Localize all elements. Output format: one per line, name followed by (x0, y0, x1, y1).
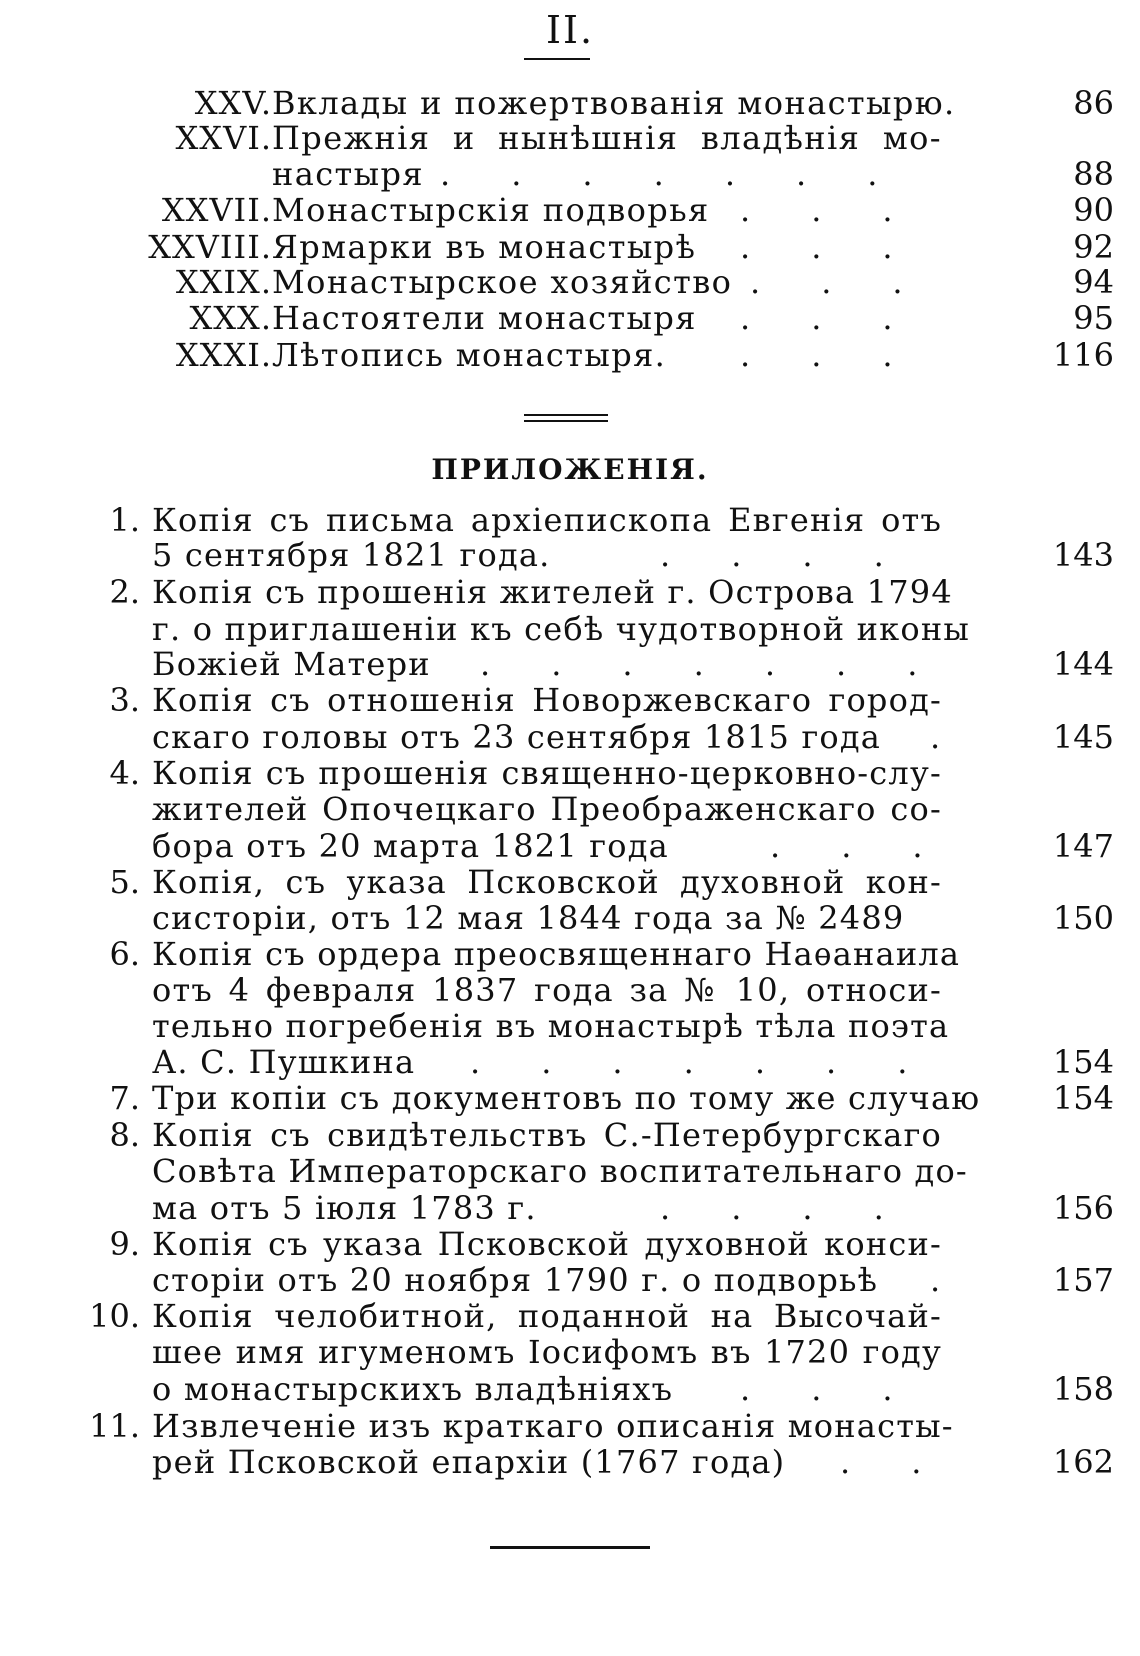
appendix-title: ма отъ 5 іюля 1783 г. (152, 1189, 537, 1227)
appendix-title: Совѣта Императорскаго воспитательнаго до- (152, 1152, 968, 1190)
appendix-number: 9. (109, 1225, 140, 1263)
appendix-title: скаго головы отъ 23 сентября 1815 года (152, 718, 882, 756)
chapter-title: Монастырскія подворья (272, 191, 710, 229)
page-reference: 154 (1052, 1079, 1114, 1117)
chapter-title: Ярмарки въ монастырѣ (272, 228, 697, 266)
leader-dots: . . (840, 1443, 922, 1481)
appendix-number: 10. (89, 1297, 140, 1335)
toc-entry (0, 864, 1140, 901)
toc-entry-continuation (0, 537, 1140, 574)
toc-entry-continuation (0, 611, 1140, 648)
leader-dots: . . . (740, 299, 893, 337)
leader-dots: . (930, 718, 941, 756)
page-number-underline (524, 58, 590, 60)
appendix-title: Копія съ письма архіепископа Евгенія отъ (152, 501, 942, 539)
appendix-title: Копія челобитной, поданной на Высочай- (152, 1297, 942, 1335)
chapter-numeral: XXX. (189, 299, 272, 337)
toc-entry (0, 1226, 1140, 1263)
toc-entry-continuation (0, 1044, 1140, 1081)
chapter-numeral: XXIX. (175, 263, 272, 301)
leader-dots: . . . (740, 336, 893, 374)
chapter-title: Лѣтопись монастыря. (272, 336, 667, 374)
page-reference: 154 (1052, 1043, 1114, 1081)
toc-entry-continuation (0, 1444, 1140, 1481)
appendix-number: 5. (109, 863, 140, 901)
toc-entry (0, 936, 1140, 973)
toc-entry (0, 682, 1140, 719)
leader-dots: . (930, 1261, 941, 1299)
toc-entry (0, 192, 1140, 229)
chapter-title: Прежнія и нынѣшнія владѣнія мо- (272, 119, 942, 157)
page-reference: 158 (1052, 1370, 1114, 1408)
appendix-number: 7. (109, 1079, 140, 1117)
page-reference: 150 (1052, 899, 1114, 937)
appendix-number: 6. (109, 935, 140, 973)
page-reference: 144 (1052, 645, 1114, 683)
toc-entry-continuation (0, 1190, 1140, 1227)
chapter-title: настыря (272, 155, 424, 193)
toc-entry (0, 229, 1140, 266)
appendix-title: отъ 4 февраля 1837 года за № 10, относи- (152, 971, 942, 1009)
leader-dots: . . . . . . . (440, 155, 878, 193)
appendix-title: Копія, съ указа Псковской духовной кон- (152, 863, 942, 901)
toc-entry (0, 1408, 1140, 1445)
toc-entry (0, 337, 1140, 374)
page-reference: 95 (1073, 299, 1114, 337)
toc-entry (0, 1080, 1140, 1117)
toc-entry-continuation (0, 791, 1140, 828)
toc-entry (0, 85, 1140, 122)
toc-entry (0, 502, 1140, 539)
leader-dots: . . . . . . . (470, 1043, 908, 1081)
page-reference: 116 (1052, 336, 1114, 374)
page-reference: 92 (1073, 228, 1114, 266)
leader-dots: . . . (770, 827, 923, 865)
leader-dots: . . . (740, 228, 893, 266)
appendix-title: г. о приглашеніи къ себѣ чудотворной иконы (152, 610, 971, 648)
appendix-title: А. С. Пушкина (152, 1043, 416, 1081)
chapter-numeral: XXVIII. (148, 228, 272, 266)
toc-entry-continuation (0, 1371, 1140, 1408)
appendix-title: систоріи, отъ 12 мая 1844 года за № 2489 (152, 899, 905, 937)
chapter-numeral: XXXI. (175, 336, 272, 374)
appendix-title: бора отъ 20 марта 1821 года (152, 827, 669, 865)
leader-dots: . . . (750, 263, 903, 301)
page-number: II. (545, 8, 595, 52)
appendix-heading: ПРИЛОЖЕНІЯ. (431, 453, 709, 486)
toc-entry-continuation (0, 972, 1140, 1009)
leader-dots: . . . (740, 191, 893, 229)
chapter-numeral: XXV. (194, 84, 272, 122)
section-divider (524, 414, 608, 422)
page-reference: 143 (1052, 536, 1114, 574)
leader-dots: . . . . . . . (480, 645, 918, 683)
appendix-title: Копія съ ордера преосвященнаго Наѳанаила (152, 935, 961, 973)
page-reference: 147 (1052, 827, 1114, 865)
toc-entry (0, 300, 1140, 337)
toc-entry (0, 1298, 1140, 1335)
page-reference: 156 (1052, 1189, 1114, 1227)
appendix-number: 8. (109, 1116, 140, 1154)
chapter-numeral: XXVII. (161, 191, 272, 229)
appendix-title: 5 сентября 1821 года. (152, 536, 551, 574)
page-reference: 86 (1073, 84, 1114, 122)
appendix-title: сторіи отъ 20 ноября 1790 г. о подворьѣ (152, 1261, 879, 1299)
page-reference: 157 (1052, 1261, 1114, 1299)
appendix-title: Копія съ прошенія священно-церковно-слу- (152, 754, 942, 792)
appendix-title: Три копіи съ документовъ по тому же случаю (152, 1079, 981, 1117)
page-reference: 90 (1073, 191, 1114, 229)
toc-entry-continuation (0, 1008, 1140, 1045)
chapter-numeral: XXVI. (175, 119, 272, 157)
appendix-number: 11. (89, 1407, 140, 1445)
appendix-title: Копія съ прошенія жителей г. Острова 1794 (152, 573, 953, 611)
appendix-number: 1. (109, 501, 140, 539)
appendix-title: тельно погребенія въ монастырѣ тѣла поэта (152, 1007, 950, 1045)
toc-entry (0, 264, 1140, 301)
appendix-title: шее имя игуменомъ Іосифомъ въ 1720 году (152, 1333, 942, 1371)
toc-entry (0, 574, 1140, 611)
page-reference: 88 (1073, 155, 1114, 193)
toc-entry (0, 755, 1140, 792)
toc-entry-continuation (0, 1153, 1140, 1190)
toc-entry-continuation (0, 646, 1140, 683)
toc-entry-continuation (0, 156, 1140, 193)
page-reference: 94 (1073, 263, 1114, 301)
leader-dots: . . . . (660, 1189, 884, 1227)
leader-dots: . . . (740, 1370, 893, 1408)
toc-entry-continuation (0, 719, 1140, 756)
appendix-number: 3. (109, 681, 140, 719)
toc-entry (0, 1117, 1140, 1154)
appendix-title: жителей Опочецкаго Преображенскаго со- (152, 790, 942, 828)
toc-entry-continuation (0, 900, 1140, 937)
toc-entry-continuation (0, 828, 1140, 865)
appendix-title: Копія съ свидѣтельствъ С.-Петербургскаго (152, 1116, 942, 1154)
page-reference: 145 (1052, 718, 1114, 756)
chapter-title: Настоятели монастыря (272, 299, 697, 337)
appendix-number: 4. (109, 754, 140, 792)
appendix-title: о монастырскихъ владѣніяхъ (152, 1370, 674, 1408)
appendix-number: 2. (109, 573, 140, 611)
toc-entry-continuation (0, 1334, 1140, 1371)
appendix-title: Копія съ указа Псковской духовной конси- (152, 1225, 942, 1263)
chapter-title: Монастырское хозяйство (272, 263, 733, 301)
appendix-title: Извлеченіе изъ краткаго описанія монасты- (152, 1407, 954, 1445)
toc-entry (0, 120, 1140, 157)
bottom-divider (490, 1546, 650, 1549)
appendix-title: Божіей Матери (152, 645, 431, 683)
page-reference: 162 (1052, 1443, 1114, 1481)
chapter-title: Вклады и пожертвованія монастырю. (272, 84, 956, 122)
leader-dots: . . . . (660, 536, 884, 574)
appendix-title: Копія съ отношенія Новоржевскаго город- (152, 681, 942, 719)
appendix-title: рей Псковской епархіи (1767 года) (152, 1443, 786, 1481)
toc-entry-continuation (0, 1262, 1140, 1299)
